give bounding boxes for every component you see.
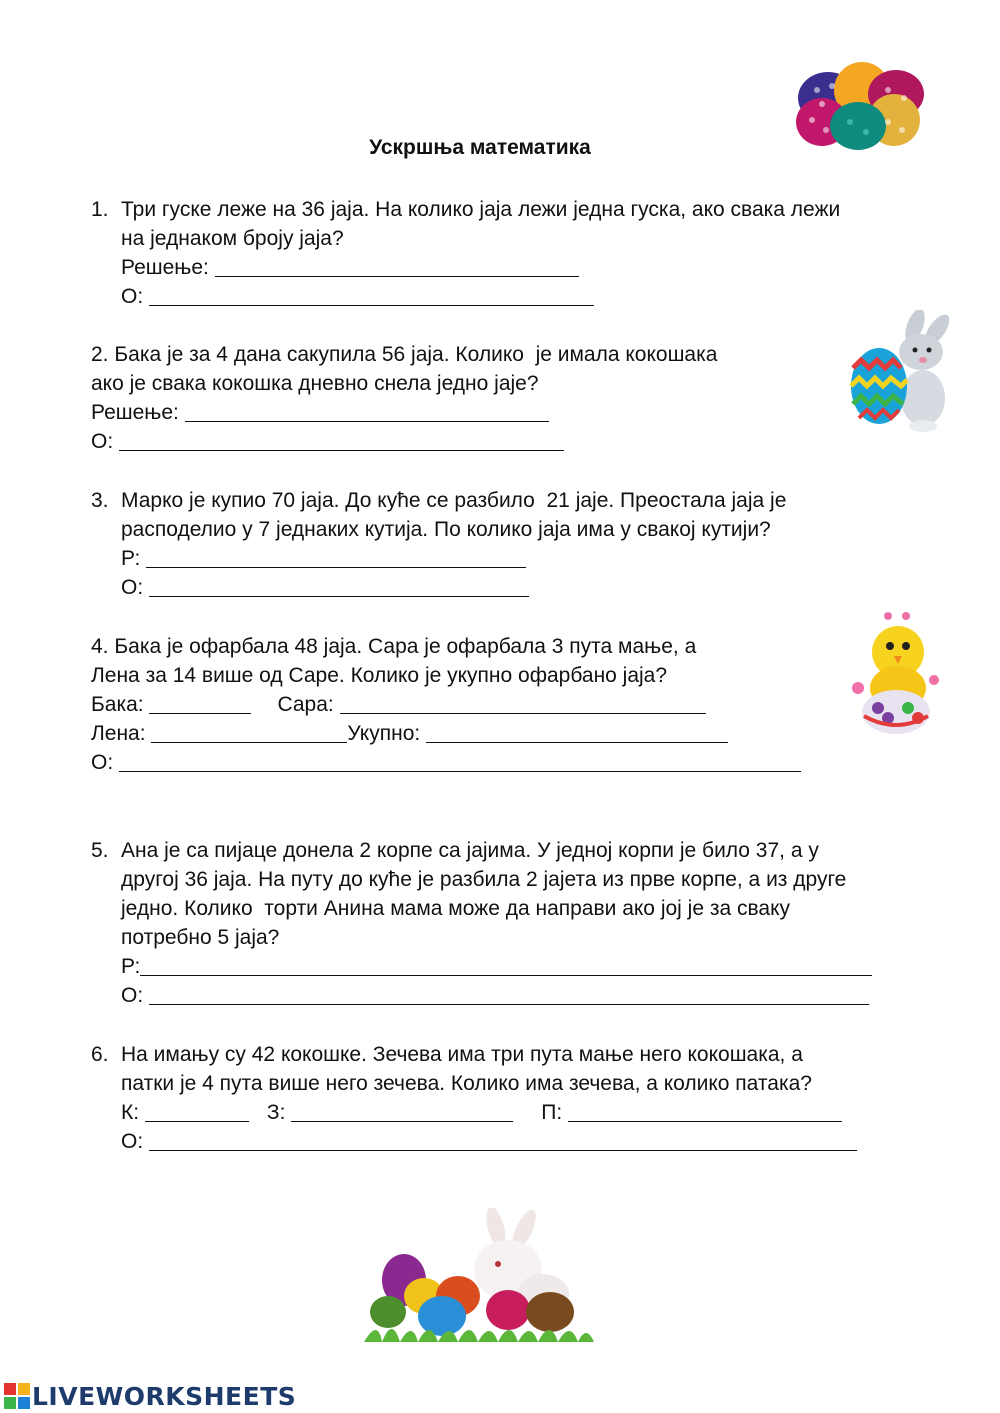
problem-5-text-line: једно. Колико торти Анина мама може да направи ако јој је за сваку [121,897,791,920]
lena-blank[interactable] [151,722,347,743]
answer-blank[interactable] [119,430,564,451]
z-blank[interactable] [291,1101,513,1122]
chick-on-egg-image [848,608,943,736]
liveworksheets-logo[interactable] [4,1381,296,1411]
answer-label: О: [121,984,150,1007]
problem-4-row-lena-total [91,719,728,748]
answer-label: О: [121,1130,150,1153]
p-blank[interactable] [568,1101,842,1122]
solution-blank[interactable] [185,401,549,422]
solution-blank[interactable] [146,547,526,568]
problem-2-text-line: ако је свака кокошка дневно снела једно јаје? [91,372,539,395]
baka-blank[interactable] [149,693,251,714]
solution-label: Р: [121,955,141,978]
problem-3-answer-row [121,573,529,602]
problem-3-number: 3. [91,489,109,512]
problem-2-number: 2. [91,343,109,366]
problem-4-text-line: Лена за 14 више од Саре. Колико је укупно офарбано јаја? [91,664,668,687]
answer-label: О: [121,285,150,308]
problem-3-text-line: расподелио у 7 једнаких кутија. По колико јаја има у свакој кутији? [121,518,771,541]
problem-1-text-line: на једнаком броју јаја? [121,227,344,250]
problem-5-text-line: Ана је са пијаце донела 2 корпе са јајима. У једној корпи је било 37, а у [121,839,819,862]
problem-3-text-line: Марко је купио 70 јаја. До куће се разбило 21 јаје. Преостала јаја је [121,489,787,512]
problem-6-row-kzp [121,1098,842,1127]
problem-1-number: 1. [91,198,109,221]
sara-blank[interactable] [340,693,706,714]
solution-blank[interactable] [215,256,579,277]
problem-5-number: 5. [91,839,109,862]
problem-6-number: 6. [91,1043,109,1066]
z-label: З: [266,1101,292,1124]
problem-6-text-line: патки је 4 пута више него зечева. Колико има зечева, а колико патака? [121,1072,812,1095]
logo-text: LIVEWORKSHEETS [32,1381,297,1411]
problem-4-number: 4. [91,635,109,658]
p-label: П: [541,1101,569,1124]
answer-blank[interactable] [149,1130,857,1151]
solution-label: Р: [121,547,147,570]
problem-5-answer-row [121,981,869,1010]
problem-5-text-line: другој 36 јаја. На путу до куће је разбила 2 јајета из прве корпе, а из друге [121,868,847,891]
answer-blank[interactable] [149,984,869,1005]
bunny-with-egg-image [845,310,957,435]
liveworksheets-icon [4,1383,30,1409]
answer-label: О: [91,751,120,774]
lena-label: Лена: [91,722,152,745]
k-blank[interactable] [145,1101,249,1122]
bunny-and-eggs-grass-image [358,1208,598,1350]
problem-1-answer-row [121,282,594,311]
k-label: К: [121,1101,145,1124]
sara-label: Сара: [277,693,340,716]
problem-4-answer-row [91,748,801,777]
easter-eggs-image [792,60,927,152]
solution-label: Решење: [121,256,215,279]
problem-3-solution-row [121,544,526,573]
answer-blank[interactable] [119,751,801,772]
problem-5-solution-row [121,952,872,981]
problem-4-text-line: 4. Бака је офарбала 48 јаја. Сара је офарбала 3 пута мање, а [91,635,697,658]
problem-6-text-line: На имању су 42 кокошке. Зечева има три пута мање него кокошака, а [121,1043,803,1066]
solution-label: Решење: [91,401,185,424]
problem-6-answer-row [121,1127,857,1156]
problem-1-solution-row [121,253,579,282]
problem-2-text-line: 2. Бака је за 4 дана сакупила 56 јаја. Колико је имала кокошака [91,343,718,366]
answer-blank[interactable] [149,576,529,597]
problem-5-text-line: потребно 5 јаја? [121,926,280,949]
problem-4-row-baka-sara [91,690,706,719]
problem-1-text-line: Три гуске леже на 36 јаја. На колико јаја лежи једна гуска, ако свака лежи [121,198,841,221]
baka-label: Бака: [91,693,150,716]
answer-blank[interactable] [149,285,594,306]
problem-2-solution-row [91,398,549,427]
problem-2-answer-row [91,427,564,456]
total-label: Укупно: [347,722,427,745]
answer-label: О: [91,430,120,453]
page-title: Ускршња математика [369,136,591,159]
total-blank[interactable] [426,722,728,743]
solution-blank[interactable] [140,955,872,976]
answer-label: О: [121,576,150,599]
